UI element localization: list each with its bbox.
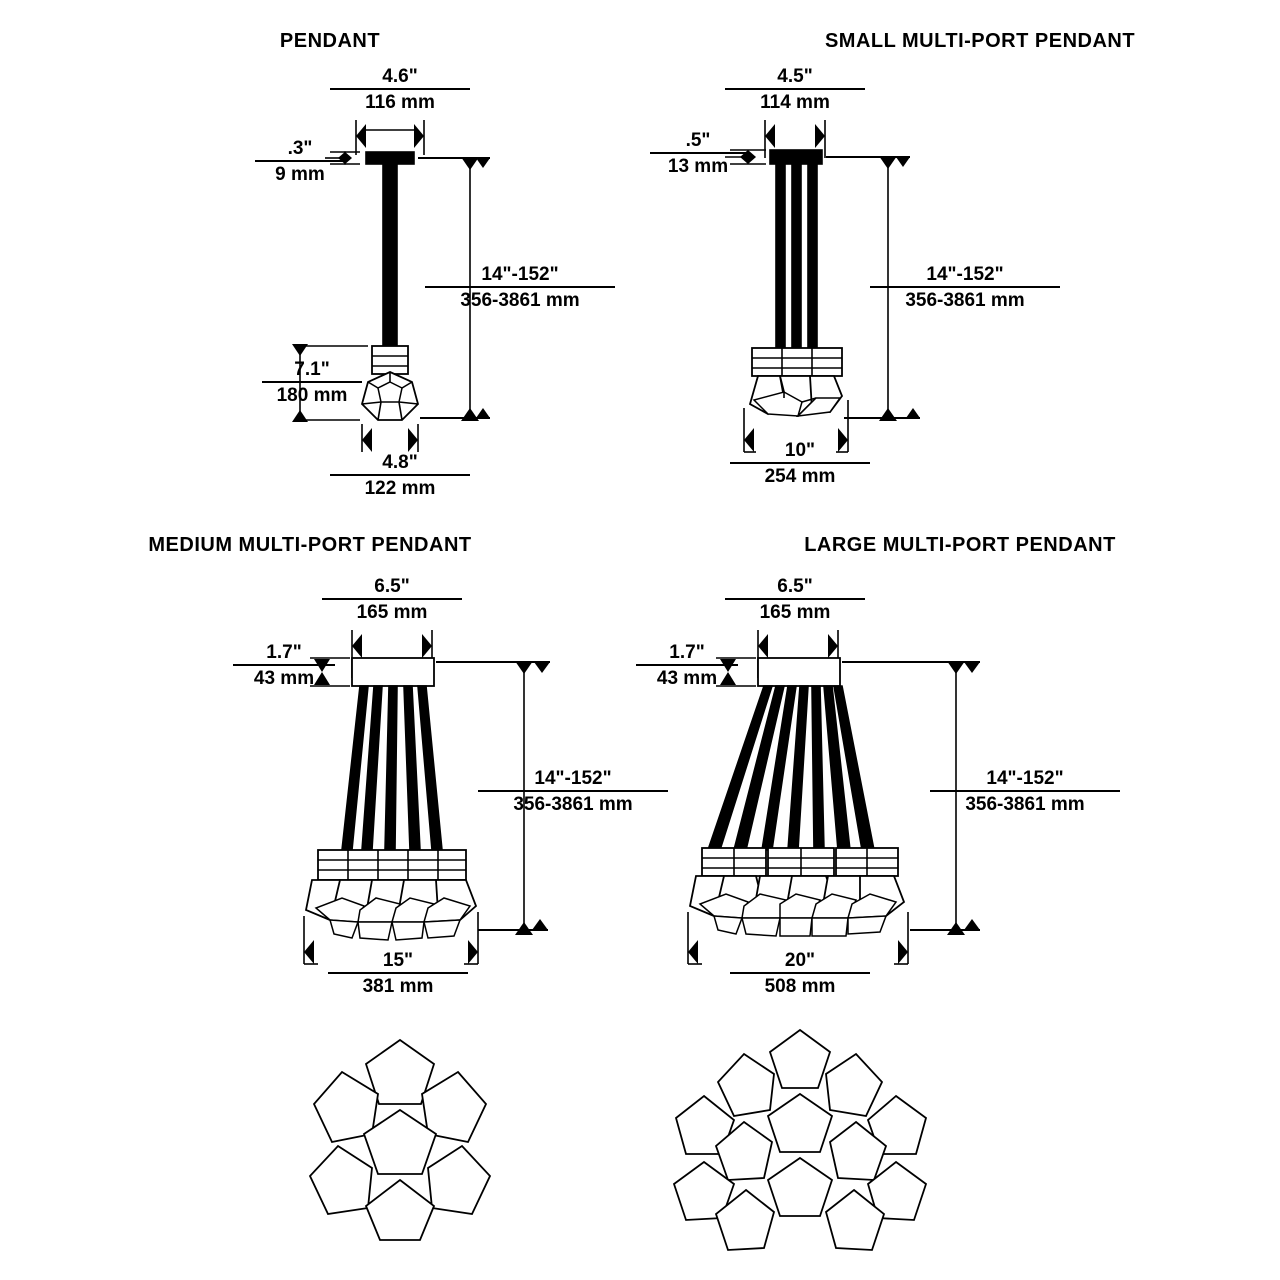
dim-value-imperial: .3" — [255, 138, 345, 162]
plan-view-medium-drawing — [250, 1010, 550, 1240]
pendant-drawing — [0, 0, 620, 520]
dim-value-imperial: 14"-152" — [425, 264, 615, 288]
shade-cluster-small — [750, 376, 842, 416]
plan-view-large-drawing — [650, 1010, 990, 1260]
dim-value-metric: 116 mm — [365, 92, 435, 114]
dim-value-metric: 165 mm — [759, 602, 831, 624]
large-multi-port-drawing — [620, 520, 1280, 1020]
dim-value-metric: 13 mm — [667, 156, 729, 178]
dim-value-metric: 356-3861 mm — [513, 794, 633, 816]
dim-value-imperial: 14"-152" — [930, 768, 1120, 792]
dim-value-imperial: 10" — [730, 440, 870, 464]
dim-value-metric: 356-3861 mm — [905, 290, 1025, 312]
dim-value-imperial: 6.5" — [322, 576, 462, 600]
dim-value-metric: 43 mm — [656, 668, 718, 690]
panel-large-multi-port — [620, 520, 1280, 1020]
dim-value-metric: 508 mm — [764, 976, 836, 998]
dim-value-imperial: 14"-152" — [478, 768, 668, 792]
plan-pentagon-group-medium — [310, 1040, 490, 1240]
dim-value-imperial: 6.5" — [725, 576, 865, 600]
dim-value-imperial: 1.7" — [233, 642, 335, 666]
panel-title-small-multi-port: SMALL MULTI-PORT PENDANT — [824, 30, 1136, 52]
dim-value-metric: 122 mm — [364, 478, 436, 500]
panel-title-medium-multi-port: MEDIUM MULTI-PORT PENDANT — [148, 534, 472, 556]
shade-cluster-large — [690, 876, 904, 936]
dim-value-imperial: 20" — [730, 950, 870, 974]
dim-value-imperial: 4.8" — [330, 452, 470, 476]
dim-value-imperial: 14"-152" — [870, 264, 1060, 288]
panel-title-large-multi-port: LARGE MULTI-PORT PENDANT — [804, 534, 1116, 556]
dim-value-metric: 165 mm — [356, 602, 428, 624]
dim-value-metric: 356-3861 mm — [460, 290, 580, 312]
dim-value-imperial: 15" — [328, 950, 468, 974]
dim-value-metric: 9 mm — [275, 164, 325, 186]
dim-value-metric: 381 mm — [362, 976, 434, 998]
dim-value-metric: 180 mm — [276, 385, 348, 407]
dim-value-imperial: 7.1" — [262, 359, 362, 383]
panel-small-multi-port — [620, 0, 1280, 520]
plan-view-medium — [250, 1010, 550, 1240]
dim-value-imperial: 4.5" — [725, 66, 865, 90]
panel-medium-multi-port — [0, 520, 633, 1020]
dim-value-imperial: 4.6" — [330, 66, 470, 90]
shade-geometry — [362, 372, 418, 420]
dim-value-metric: 114 mm — [760, 92, 830, 114]
medium-multi-port-drawing — [0, 520, 620, 1020]
panel-pendant — [0, 0, 620, 520]
plan-view-large — [650, 1010, 990, 1260]
plan-pentagon-group-large — [674, 1030, 926, 1250]
dim-value-metric: 356-3861 mm — [965, 794, 1085, 816]
shade-cluster-medium — [306, 880, 476, 940]
dim-value-imperial: .5" — [650, 130, 746, 154]
small-multi-port-drawing — [620, 0, 1280, 520]
dim-value-metric: 43 mm — [253, 668, 315, 690]
stems-medium — [342, 686, 442, 850]
panel-title-pendant: PENDANT — [279, 30, 381, 52]
dim-value-imperial: 1.7" — [636, 642, 738, 666]
stems-large — [708, 686, 874, 850]
dim-value-metric: 254 mm — [764, 466, 836, 488]
